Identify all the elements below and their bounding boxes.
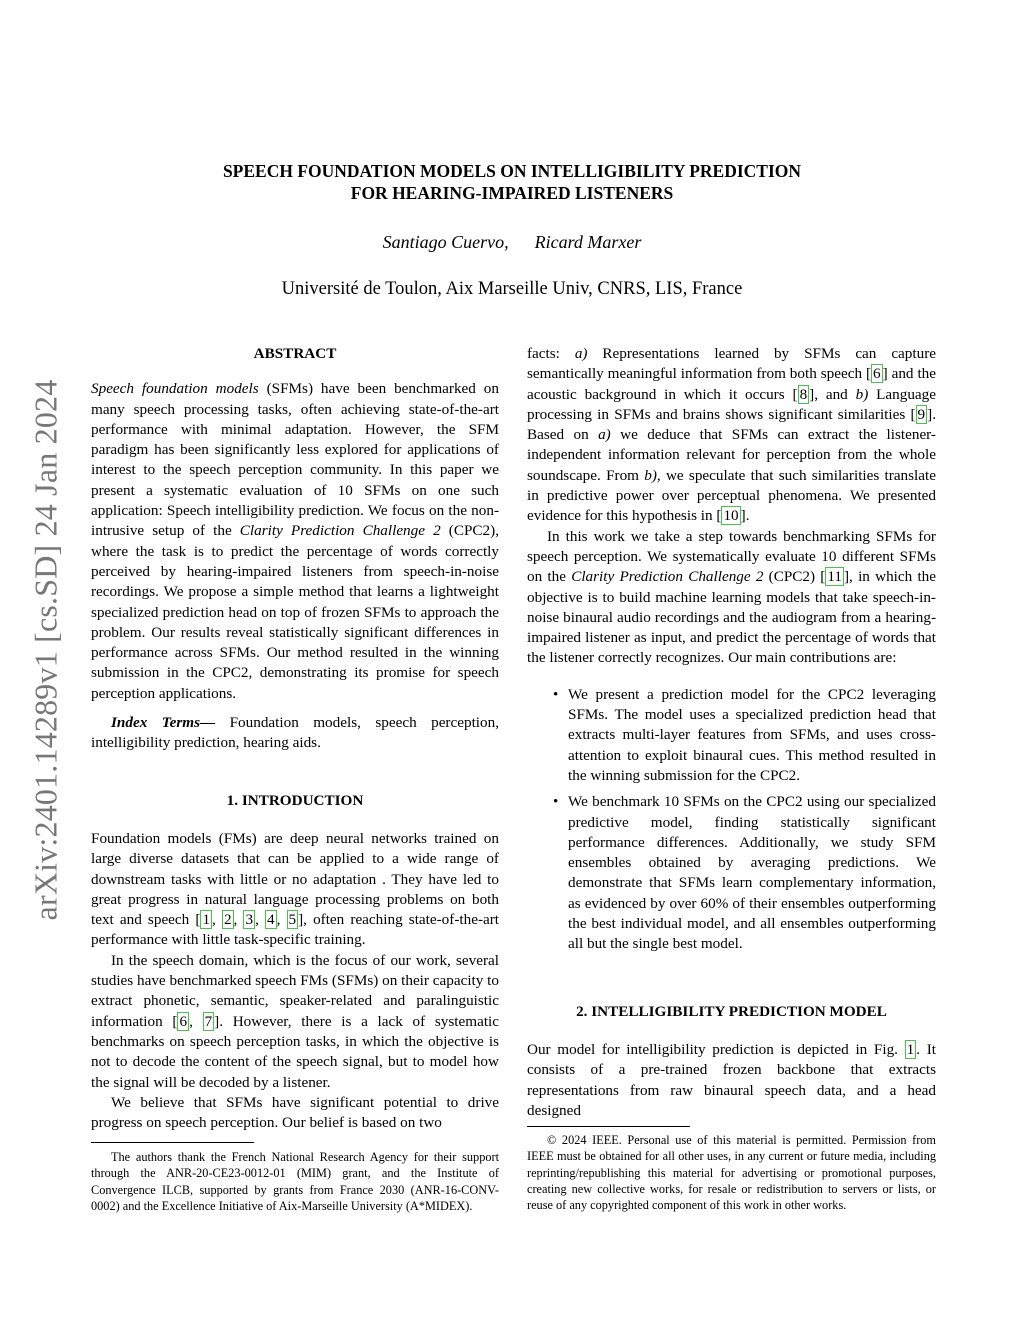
author-list	[100, 232, 924, 253]
intro-paragraph-1: Foundation models (FMs) are deep neural networks trained on large diverse datasets that can be applied to a wide range of downstream tasks with little or no adaptation . They have led to great progress in natural language processing problems on both text and speech [ 1 , 2 , 3 , 4 , 5 ], often reaching state-of-the-art performance with little task-specific training.	[91, 829, 500, 949]
abstract-text-part-1: (SFMs) have been benchmarked on many speech processing tasks, often achieving state-of-the-art performance with minimal adaptation. However, the SFM paradigm has been significantly less explored for applications of interest to the speech perception community. In this paper we present a systematic evaluation of 10 SFMs on one such application: Speech intelligibility prediction. We focus on the non-intrusive setup of the	[91, 380, 499, 540]
right-column	[527, 344, 936, 1121]
index-terms-label: Index Terms—	[111, 714, 216, 732]
index-terms-text: Foundation models, speech perception, intelligibility prediction, hearing aids.	[91, 714, 499, 752]
list-item	[527, 792, 936, 954]
r1-text-i: ].	[740, 507, 750, 525]
r1-text-a: facts:	[527, 345, 575, 362]
intro-paragraph-4	[527, 527, 936, 669]
paper-title	[100, 160, 924, 204]
figure-ref-1[interactable]: 1	[906, 1040, 915, 1058]
abstract-challenge-name: Clarity Prediction Challenge 2	[239, 522, 441, 540]
citation-11[interactable]: 11	[827, 568, 842, 586]
abstract-text-part-2: (CPC2), where the task is to predict the percentage of words correctly perceived by hearing-impaired listeners from speech-in-noise recordings. We propose a simple method that learns a lightweight specialized prediction head on top of frozen SFMs to approach the problem. Our results reveal statistically significant differences in performance across SFMs. Our method resulted in the winning submission in the CPC2, demonstrating its promise for speech perception applications.	[91, 522, 499, 702]
r2-text-b: (CPC2) [	[763, 568, 826, 586]
r1-text-h: , we speculate that such similarities translate in predictive power over perceptual phenomena. We presented evidence for this hypothesis in [	[527, 466, 936, 525]
s2-text-b: . It consists of a pre-trained frozen backbone that extracts representations from raw binaural speech data, and a head designed	[527, 1040, 936, 1119]
r2-text-a: In this work we take a step towards benchmarking SFMs for speech perception. We systematically evaluate 10 different SFMs on the	[527, 527, 936, 586]
intro-paragraph-3-cont	[527, 344, 936, 527]
intro-paragraph-2: In the speech domain, which is the focus of our work, several studies have benchmarked speech FMs (SFMs) on their capacity to extract phonetic, semantic, speaker-related and paralinguistic information [ 6 , 7 ]. However, there is a lack of systematic benchmarks on speech perception tasks, in which the objective is not to decode the content of the speech signal, but to model how the signal will be decoded by a listener.	[91, 951, 500, 1091]
contribution-2: We benchmark 10 SFMs on the CPC2 using our specialized predictive model, finding statistically significant performance differences. Additionally, we study SFM ensembles obtained by averaging predictions. We demonstrate that SFMs learn complementary information, as evidenced by over 60% of their ensembles outperforming the best individual model, and all ensembles outperforming all but the single best model.	[568, 793, 936, 953]
author-1: Santiago Cuervo,	[382, 232, 509, 252]
abstract-italic-term: Speech foundation models	[91, 380, 259, 398]
citation-4[interactable]: 4	[266, 911, 275, 929]
title-line-1: SPEECH FOUNDATION MODELS ON INTELLIGIBILITY PREDICTION	[222, 161, 802, 181]
r1-text-f: ]. Based on	[527, 405, 936, 444]
abstract-heading: ABSTRACT	[253, 345, 337, 362]
section-2-paragraph	[527, 1040, 936, 1121]
abstract-text	[91, 379, 499, 704]
intro-p2-text-a: In the speech domain, which is the focus of our work, several studies have benchmarked speech FMs (SFMs) on their capacity to extract phonetic, semantic, speaker-related and paralinguistic information [	[91, 951, 499, 1030]
contribution-1: We present a prediction model for the CPC2 leveraging SFMs. The model uses a specialized prediction head that extracts multi-layer features from SFMs, and uses cross-attention to exploit binaural cues. This method resulted in the winning submission for the CPC2.	[568, 685, 936, 784]
r1-text-g: we deduce that SFMs can extract the listener-independent information relevant for perception from the whole soundscape. From	[527, 426, 936, 484]
citation-8[interactable]: 8	[799, 385, 808, 403]
bullet-icon: •	[553, 793, 559, 811]
intro-paragraph-3: We believe that SFMs have significant potential to drive progress on speech perception. Our belief is based on two	[91, 1093, 499, 1132]
copyright-notice: © 2024 IEEE. Personal use of this material is permitted. Permission from IEEE must be obtained for all other uses, in any current or future media, including reprinting/republishing this material for advertising or promotional purposes, creating new collective works, for resale or redistribution to servers or lists, or reuse of any copyrighted component of this work in other works.	[527, 1133, 936, 1213]
intro-p2-text-b: ]. However, there is a lack of systematic benchmarks on speech perception tasks, in which the objective is not to decode the content of the speech signal, but to model how the signal will be decoded by a listener.	[91, 1012, 500, 1091]
title-line-2: FOR HEARING-IMPAIRED LISTENERS	[350, 183, 674, 203]
citation-2[interactable]: 2	[223, 911, 232, 929]
intro-p1-text-a: Foundation models (FMs) are deep neural networks trained on large diverse datasets that can be applied to a wide range of downstream tasks with little or no adaptation . They have led to great progress in natural language processing problems on both text and speech [	[91, 829, 499, 929]
author-2: Ricard Marxer	[534, 232, 642, 252]
citation-1[interactable]: 1	[202, 911, 211, 929]
introduction-heading: 1. INTRODUCTION	[226, 791, 364, 809]
list-item	[527, 685, 936, 786]
r1-text-d: ], and	[809, 385, 856, 403]
citation-6[interactable]: 6	[873, 365, 881, 383]
r1-marker-b: b)	[855, 385, 869, 403]
right-footnote	[527, 1126, 936, 1213]
r1-marker-a: a)	[574, 345, 588, 362]
section-2-heading: 2. INTELLIGIBILITY PREDICTION MODEL	[576, 1002, 887, 1020]
r2-text-c: ], in which the objective is to build machine learning models that take speech-in-noise binaural audio recordings and the audiogram from a hearing-impaired listener as input, and predict the percentage of words that the listener correctly recognizes. Our main contributions are:	[527, 568, 936, 667]
citation-7[interactable]: 7	[204, 1012, 213, 1030]
r1-marker-a-2: a)	[598, 426, 611, 444]
citation-9[interactable]: 9	[917, 405, 926, 423]
citation-6[interactable]: 6	[179, 1012, 188, 1030]
contributions-list	[527, 685, 936, 955]
bullet-icon: •	[553, 685, 559, 703]
citation-3[interactable]: 3	[245, 911, 254, 929]
affiliation: Université de Toulon, Aix Marseille Univ, CNRS, LIS, France	[281, 279, 743, 299]
index-terms	[91, 713, 499, 754]
intro-p1-text-b: ], often reaching state-of-the-art performance with little task-specific training.	[91, 911, 500, 949]
s2-text-a: Our model for intelligibility prediction is depicted in Fig.	[527, 1040, 905, 1058]
r1-marker-b-2: b)	[644, 466, 657, 484]
left-footnote	[91, 1142, 499, 1214]
left-column	[91, 344, 499, 1133]
citation-10[interactable]: 10	[723, 507, 739, 525]
acknowledgement-footnote: The authors thank the French National Research Agency for their support through the ANR-20-CE23-0012-01 (MIM) grant, and the Institute of Convergence ILCB, supported by grants from France 2030 (ANR-16-CONV-0002) and the Excellence Initiative of Aix-Marseille University (A*MIDEX).	[91, 1150, 499, 1213]
citation-5[interactable]: 5	[288, 911, 297, 929]
r2-challenge-name: Clarity Prediction Challenge 2	[571, 568, 764, 586]
r1-text-b: Representations learned by SFMs can capture semantically meaningful information from both speech [	[527, 345, 937, 383]
r1-text-c: ] and the acoustic background in which it occurs [	[527, 365, 936, 403]
arxiv-identifier: arXiv:2401.14289v1 [cs.SD] 24 Jan 2024	[27, 379, 64, 921]
r1-text-e: Language processing in SFMs and brains shows significant similarities [	[527, 385, 936, 423]
